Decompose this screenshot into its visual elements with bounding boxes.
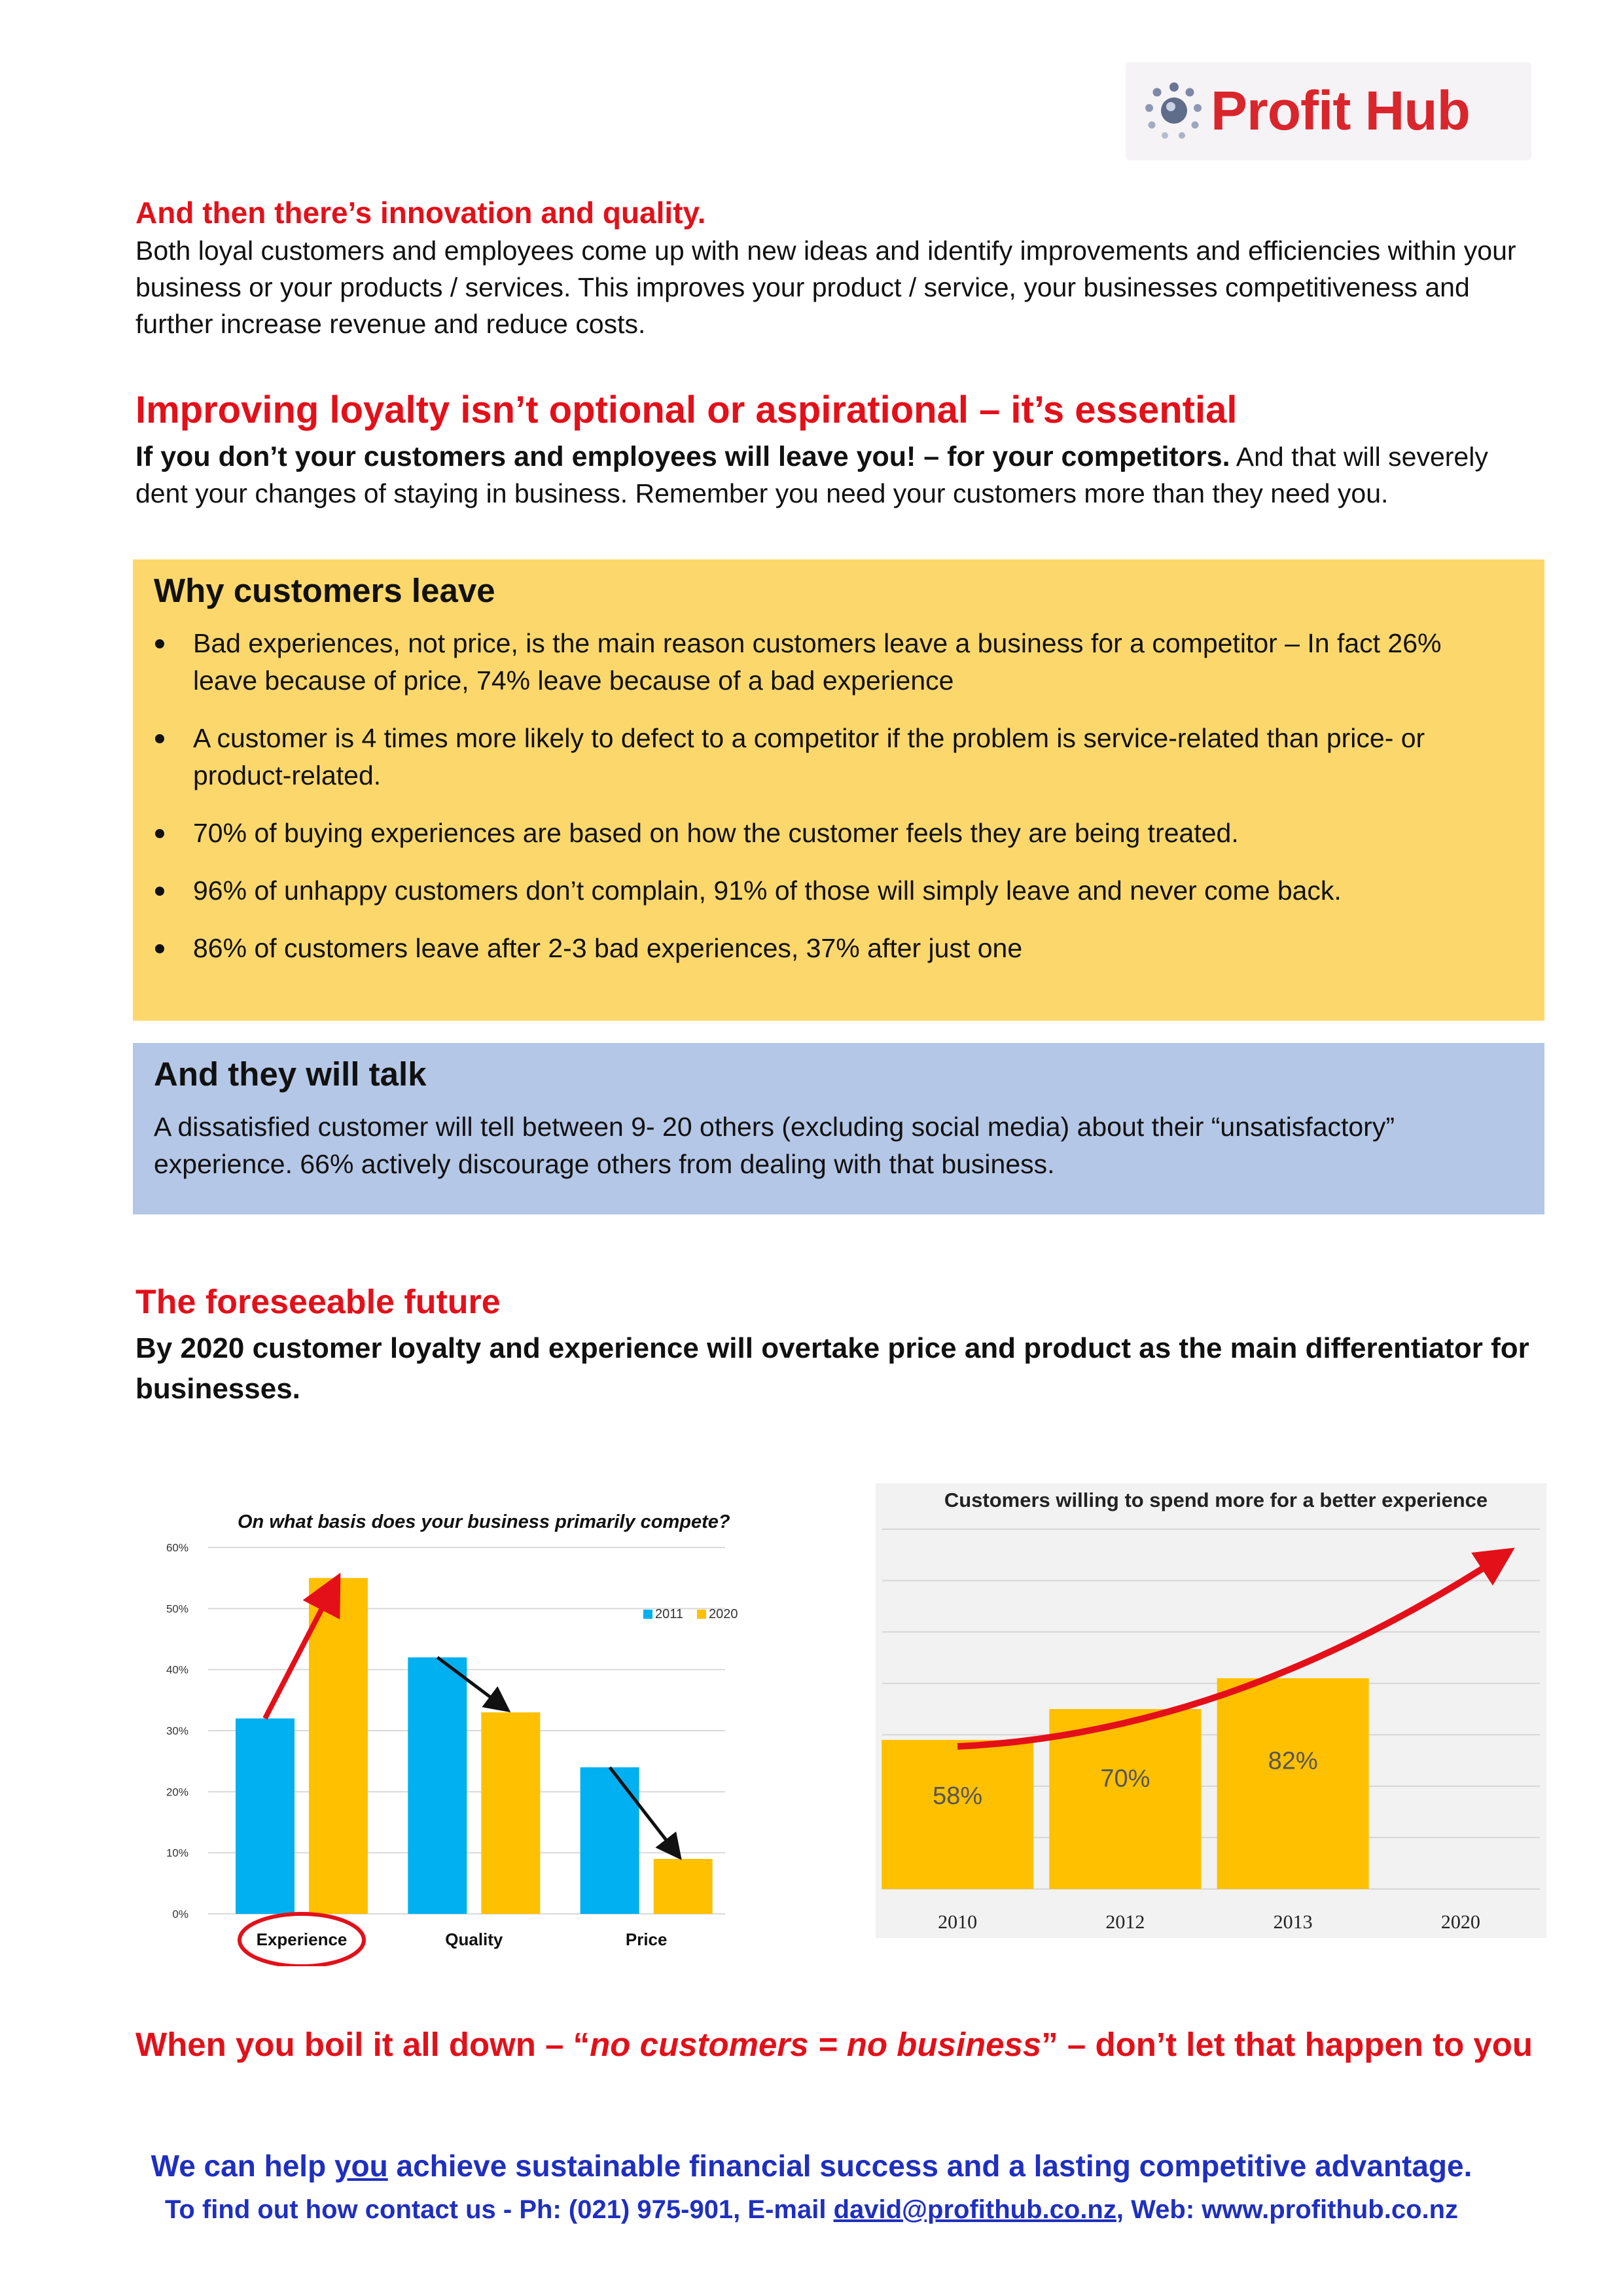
y-tick-label: 60% bbox=[166, 1542, 188, 1554]
bullet-icon bbox=[155, 887, 164, 896]
y-tick-label: 40% bbox=[166, 1663, 188, 1676]
help-post: achieve sustainable financial success and a lasting competitive advantage. bbox=[387, 2149, 1472, 2183]
data-label: 82% bbox=[1268, 1747, 1318, 1775]
y-tick-label: 10% bbox=[166, 1846, 188, 1860]
contact-line bbox=[0, 2195, 1623, 2225]
y-tick-label: 30% bbox=[166, 1725, 188, 1737]
they-will-talk-body: A dissatisfied customer will tell between 9- 20 others (excluding social media) about their “unsatisfactory” experience. 66% actively discourage others from dealing with that business. bbox=[154, 1112, 1395, 1179]
y-tick-label: 0% bbox=[172, 1908, 188, 1920]
loyalty-bold-lead: If you don’t your customers and employees will leave you! – for your competitors. bbox=[135, 441, 1230, 472]
they-will-talk-heading: And they will talk bbox=[154, 1055, 427, 1093]
bar-2020-quality bbox=[481, 1712, 540, 1914]
x-tick-label: Price bbox=[625, 1930, 668, 1949]
list-item bbox=[154, 930, 1502, 967]
bar-2011-quality bbox=[408, 1657, 467, 1914]
bullet-icon bbox=[155, 734, 164, 743]
legend-swatch bbox=[643, 1610, 652, 1619]
list-item bbox=[154, 872, 1502, 910]
list-item-text: 86% of customers leave after 2-3 bad experiences, 37% after just one bbox=[193, 933, 1023, 963]
x-tick-label: 2012 bbox=[1105, 1911, 1145, 1933]
help-line bbox=[0, 2148, 1623, 2183]
data-label: 58% bbox=[933, 1782, 983, 1810]
list-item bbox=[154, 815, 1502, 852]
bar-2020-experience bbox=[309, 1578, 368, 1914]
bullet-icon bbox=[155, 639, 164, 648]
list-item-text: 70% of buying experiences are based on how the customer feels they are being treated. bbox=[193, 818, 1239, 848]
y-tick-label: 50% bbox=[166, 1602, 188, 1616]
bullet-icon bbox=[155, 829, 164, 838]
profit-hub-logo bbox=[1126, 62, 1531, 160]
compete-basis-chart bbox=[136, 1469, 758, 1966]
bar-2011-price bbox=[580, 1767, 639, 1914]
list-item-text: A customer is 4 times more likely to defect to a competitor if the problem is service-related than price- or product-related. bbox=[193, 723, 1425, 790]
loyalty-body bbox=[135, 438, 1529, 512]
contact-pre: To find out how contact us - Ph: (021) 975-901, E-mail bbox=[164, 2195, 834, 2224]
list-item bbox=[154, 720, 1502, 794]
x-tick-label: Experience bbox=[256, 1930, 348, 1949]
chart-title: On what basis does your business primarily compete? bbox=[238, 1511, 730, 1532]
loyalty-body-text: And that will severely dent your changes of staying in business. Remember you need your customers more than they need you. bbox=[135, 442, 1488, 508]
help-pre: We can help bbox=[151, 2149, 334, 2183]
why-customers-leave-heading: Why customers leave bbox=[154, 572, 495, 609]
help-you: you bbox=[334, 2149, 388, 2183]
data-label: 70% bbox=[1100, 1765, 1150, 1793]
they-will-talk-box bbox=[133, 1043, 1544, 1214]
future-body: By 2020 customer loyalty and experience will overtake price and product as the main differentiator for businesses. bbox=[135, 1332, 1529, 1405]
logo-text: Profit Hub bbox=[1211, 80, 1470, 141]
list-item-text: 96% of unhappy customers don’t complain, 91% of those will simply leave and never come back. bbox=[193, 875, 1342, 906]
why-customers-leave-box bbox=[133, 559, 1544, 1021]
chart-title: Customers willing to spend more for a better experience bbox=[944, 1489, 1488, 1511]
bar-2020-price bbox=[654, 1859, 713, 1914]
list-item bbox=[154, 625, 1502, 699]
y-tick-label: 20% bbox=[166, 1786, 188, 1799]
bar-2010 bbox=[882, 1740, 1033, 1889]
legend-label: 2020 bbox=[709, 1607, 738, 1621]
logo-dots-icon bbox=[1140, 77, 1208, 145]
tagline-post: ” – don’t let that happen to you bbox=[1041, 2026, 1533, 2063]
why-customers-leave-list bbox=[154, 625, 1502, 987]
loyalty-heading: Improving loyalty isn’t optional or aspirational – it’s essential bbox=[135, 389, 1238, 431]
bar-2013 bbox=[1217, 1678, 1369, 1889]
innovation-body: Both loyal customers and employees come up with new ideas and identify improvements and efficiencies within your business or your products / services. This improves your product / service, your businesses competitiveness and further increase revenue and reduce costs. bbox=[135, 236, 1516, 339]
x-tick-label: 2010 bbox=[938, 1911, 978, 1933]
x-tick-label: 2013 bbox=[1273, 1911, 1313, 1933]
tagline-pre: When you boil it all down – “ bbox=[135, 2026, 590, 2063]
future-heading: The foreseeable future bbox=[135, 1283, 501, 1321]
x-tick-label: 2020 bbox=[1440, 1911, 1480, 1933]
innovation-heading: And then there’s innovation and quality. bbox=[135, 196, 706, 230]
email-link[interactable]: david@profithub.co.nz bbox=[833, 2195, 1116, 2224]
spend-more-chart bbox=[876, 1483, 1546, 1938]
bar-2011-experience bbox=[236, 1718, 294, 1914]
bullet-icon bbox=[155, 944, 164, 953]
contact-post: , Web: www.profithub.co.nz bbox=[1116, 2195, 1459, 2224]
list-item-text: Bad experiences, not price, is the main reason customers leave a business for a competitor – In fact 26% leave because of price, 74% leave because of a bad experience bbox=[193, 628, 1442, 696]
tagline bbox=[135, 2025, 1562, 2064]
legend-label: 2011 bbox=[655, 1607, 684, 1621]
tagline-italic: no customers = no business bbox=[590, 2026, 1042, 2063]
x-tick-label: Quality bbox=[445, 1930, 503, 1949]
legend-swatch bbox=[697, 1610, 706, 1619]
